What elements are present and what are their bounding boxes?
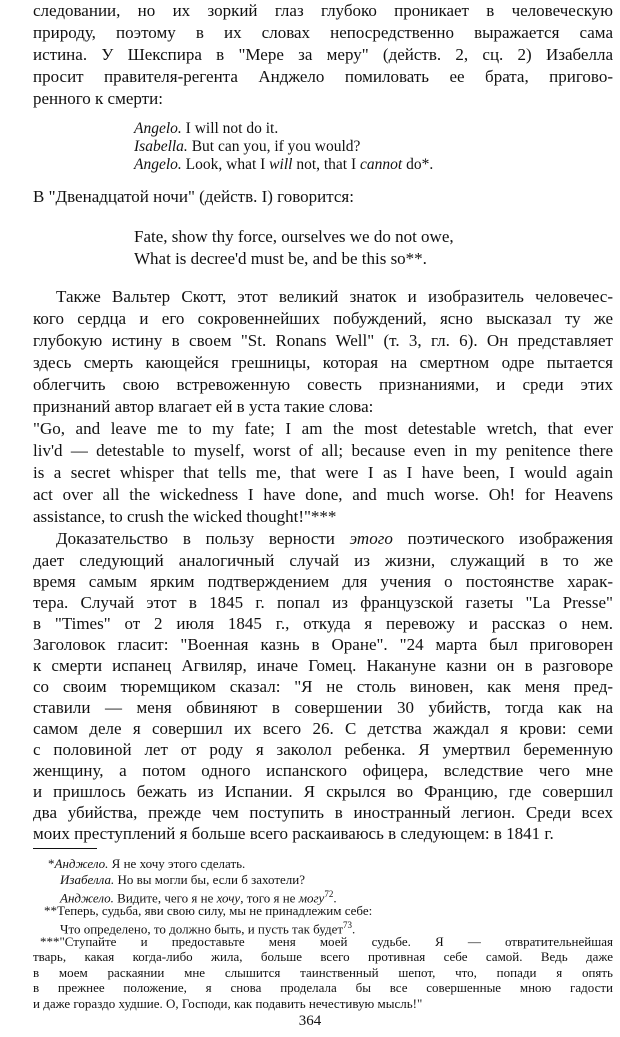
- footnote-line: в моем раскаянии мне слышится таинственный шепот, что, попади я опять: [33, 964, 613, 980]
- footnote-line: ***"Ступайте и предоставьте меня моей судьбе. Я — отвратительнейшая: [40, 933, 613, 949]
- speaker-name: Angelo.: [134, 120, 182, 137]
- text-line: liv'd — detestable to myself, worst of all; because even in my penitence there: [33, 441, 613, 460]
- quote-line: Angelo. I will not do it.: [134, 120, 279, 137]
- text-line: природу, поэтому в их словах непосредственно выражается сама: [33, 23, 613, 42]
- speaker-name: Анджело.: [54, 856, 109, 871]
- footnote-line: тварь, какая когда-либо жила, больше всего противная себе самой. Ведь даже: [33, 949, 613, 964]
- text-line: к смерти испанец Агвиляр, иначе Гомец. Накануне казни он в разговоре: [33, 656, 613, 675]
- text-line: два убийства, прежде чем поступить в иностранный легион. Среди всех: [33, 803, 613, 822]
- text-line: глубокую истину в своем "St. Ronans Well" (т. 3, гл. 6). Он представляет: [33, 331, 613, 350]
- text-line: ставили — меня обвиняют в совершении 30 убийств, тогда как на: [33, 698, 613, 717]
- text-line: is a secret whisper that tells me, that were I as I have been, I would again: [33, 463, 613, 482]
- footnote-line: Изабелла. Но вы могли бы, если б захотели?: [60, 871, 305, 887]
- text-line: со своим тюремщиком сказал: "Я не столь виновен, как меня пред-: [33, 677, 613, 696]
- text-line: самом деле я совершил их всего 26. С детства жаждал я крови: семи: [33, 719, 613, 738]
- page-number: 364: [298, 1013, 322, 1029]
- quote-line: Angelo. Look, what I will not, that I cannot do*.: [134, 156, 434, 173]
- text-line: "Go, and leave me to my fate; I am the most detestable wretch, that ever: [33, 419, 613, 438]
- quote-line: What is decree'd must be, and be this so**.: [134, 249, 427, 268]
- text-line: с половиной лет от роду я заколол ребенка. Я умертвил беременную: [33, 740, 613, 759]
- text-line: кого сердца и его сокровеннейших побуждений, ясно высказал ту же: [33, 309, 613, 328]
- quote-line: Fate, show thy force, ourselves we do not owe,: [134, 227, 454, 246]
- text-line: дает следующий аналогичный случай из жизни, служащий в то же: [33, 551, 613, 570]
- text-line: истина. У Шекспира в "Мере за меру" (действ. 2, сц. 2) Изабелла: [33, 45, 613, 64]
- speaker-name: Isabella.: [134, 138, 188, 155]
- speaker-name: Анджело.: [60, 890, 114, 906]
- text-line: моих преступлений я больше всего раскаиваюсь в следующем: в 1841 г.: [33, 824, 554, 843]
- footnote-line: Что определено, то должно быть, и пусть так будет$^{73}$.: [60, 920, 356, 937]
- text-line: assistance, to crush the wicked thought!"***: [33, 507, 337, 526]
- text-line: В "Двенадцатой ночи" (действ. I) говорится:: [33, 187, 354, 206]
- footnote-line: в прежнее положение, я снова проделала бы все совершенные мною гадости: [33, 980, 613, 995]
- text-line: act over all the wickedness I have done, and much worse. Oh! for Heavens: [33, 485, 613, 504]
- text-line: следовании, но их зоркий глаз глубоко проникает в человеческую: [33, 1, 613, 20]
- footnote-line: **Теперь, судьба, яви свою силу, мы не принадлежим себе:: [44, 902, 373, 918]
- speaker-name: Изабелла.: [60, 871, 115, 887]
- text-line: Заголовок гласит: "Военная казнь в Оране". "24 марта был приговорен: [33, 635, 613, 654]
- text-line: здесь смерть кающейся грешницы, которая на смертном одре пытается: [33, 353, 613, 372]
- quote-line: Isabella. But can you, if you would?: [134, 138, 361, 155]
- text-line: и пришлось бежать из Испании. Я скрылся во Францию, где совершил: [33, 782, 613, 801]
- text-line: тера. Случай этот в 1845 г. попал из французской газеты "La Presse": [33, 593, 613, 612]
- footnote-rule: [33, 848, 97, 849]
- text-line: женщину, а потом одного испанского офицера, вследствие чего мне: [33, 761, 613, 780]
- speaker-name: Angelo.: [134, 156, 182, 173]
- text-line: время самым ярким подтверждением для учения о постоянстве харак-: [33, 572, 613, 591]
- text-line: просит правителя-регента Анджело помиловать ее брата, пригово-: [33, 67, 613, 86]
- text-line: облегчить свою встревоженную совесть признаниями, и среди этих: [33, 375, 613, 394]
- footnote-line: Анджело. Видите, чего я не хочу, того я не могу$^{72}$.: [60, 889, 337, 906]
- text-line: Доказательство в пользу верности этого поэтического изображения: [56, 529, 613, 548]
- footnote-line: и даже гораздо худшие. О, Господи, как подавить нечестивую мысль!": [33, 995, 423, 1011]
- text-line: в "Times" от 2 июля 1845 г., откуда я перевожу и рассказ о нем.: [33, 614, 613, 633]
- text-line: Также Вальтер Скотт, этот великий знаток и изобразитель человечес-: [56, 287, 613, 306]
- text-line: ренного к смерти:: [33, 89, 163, 108]
- text-line: признаний автор влагает ей в уста такие слова:: [33, 397, 374, 416]
- footnote-line: *Анджело. Я не хочу этого сделать.: [48, 856, 246, 871]
